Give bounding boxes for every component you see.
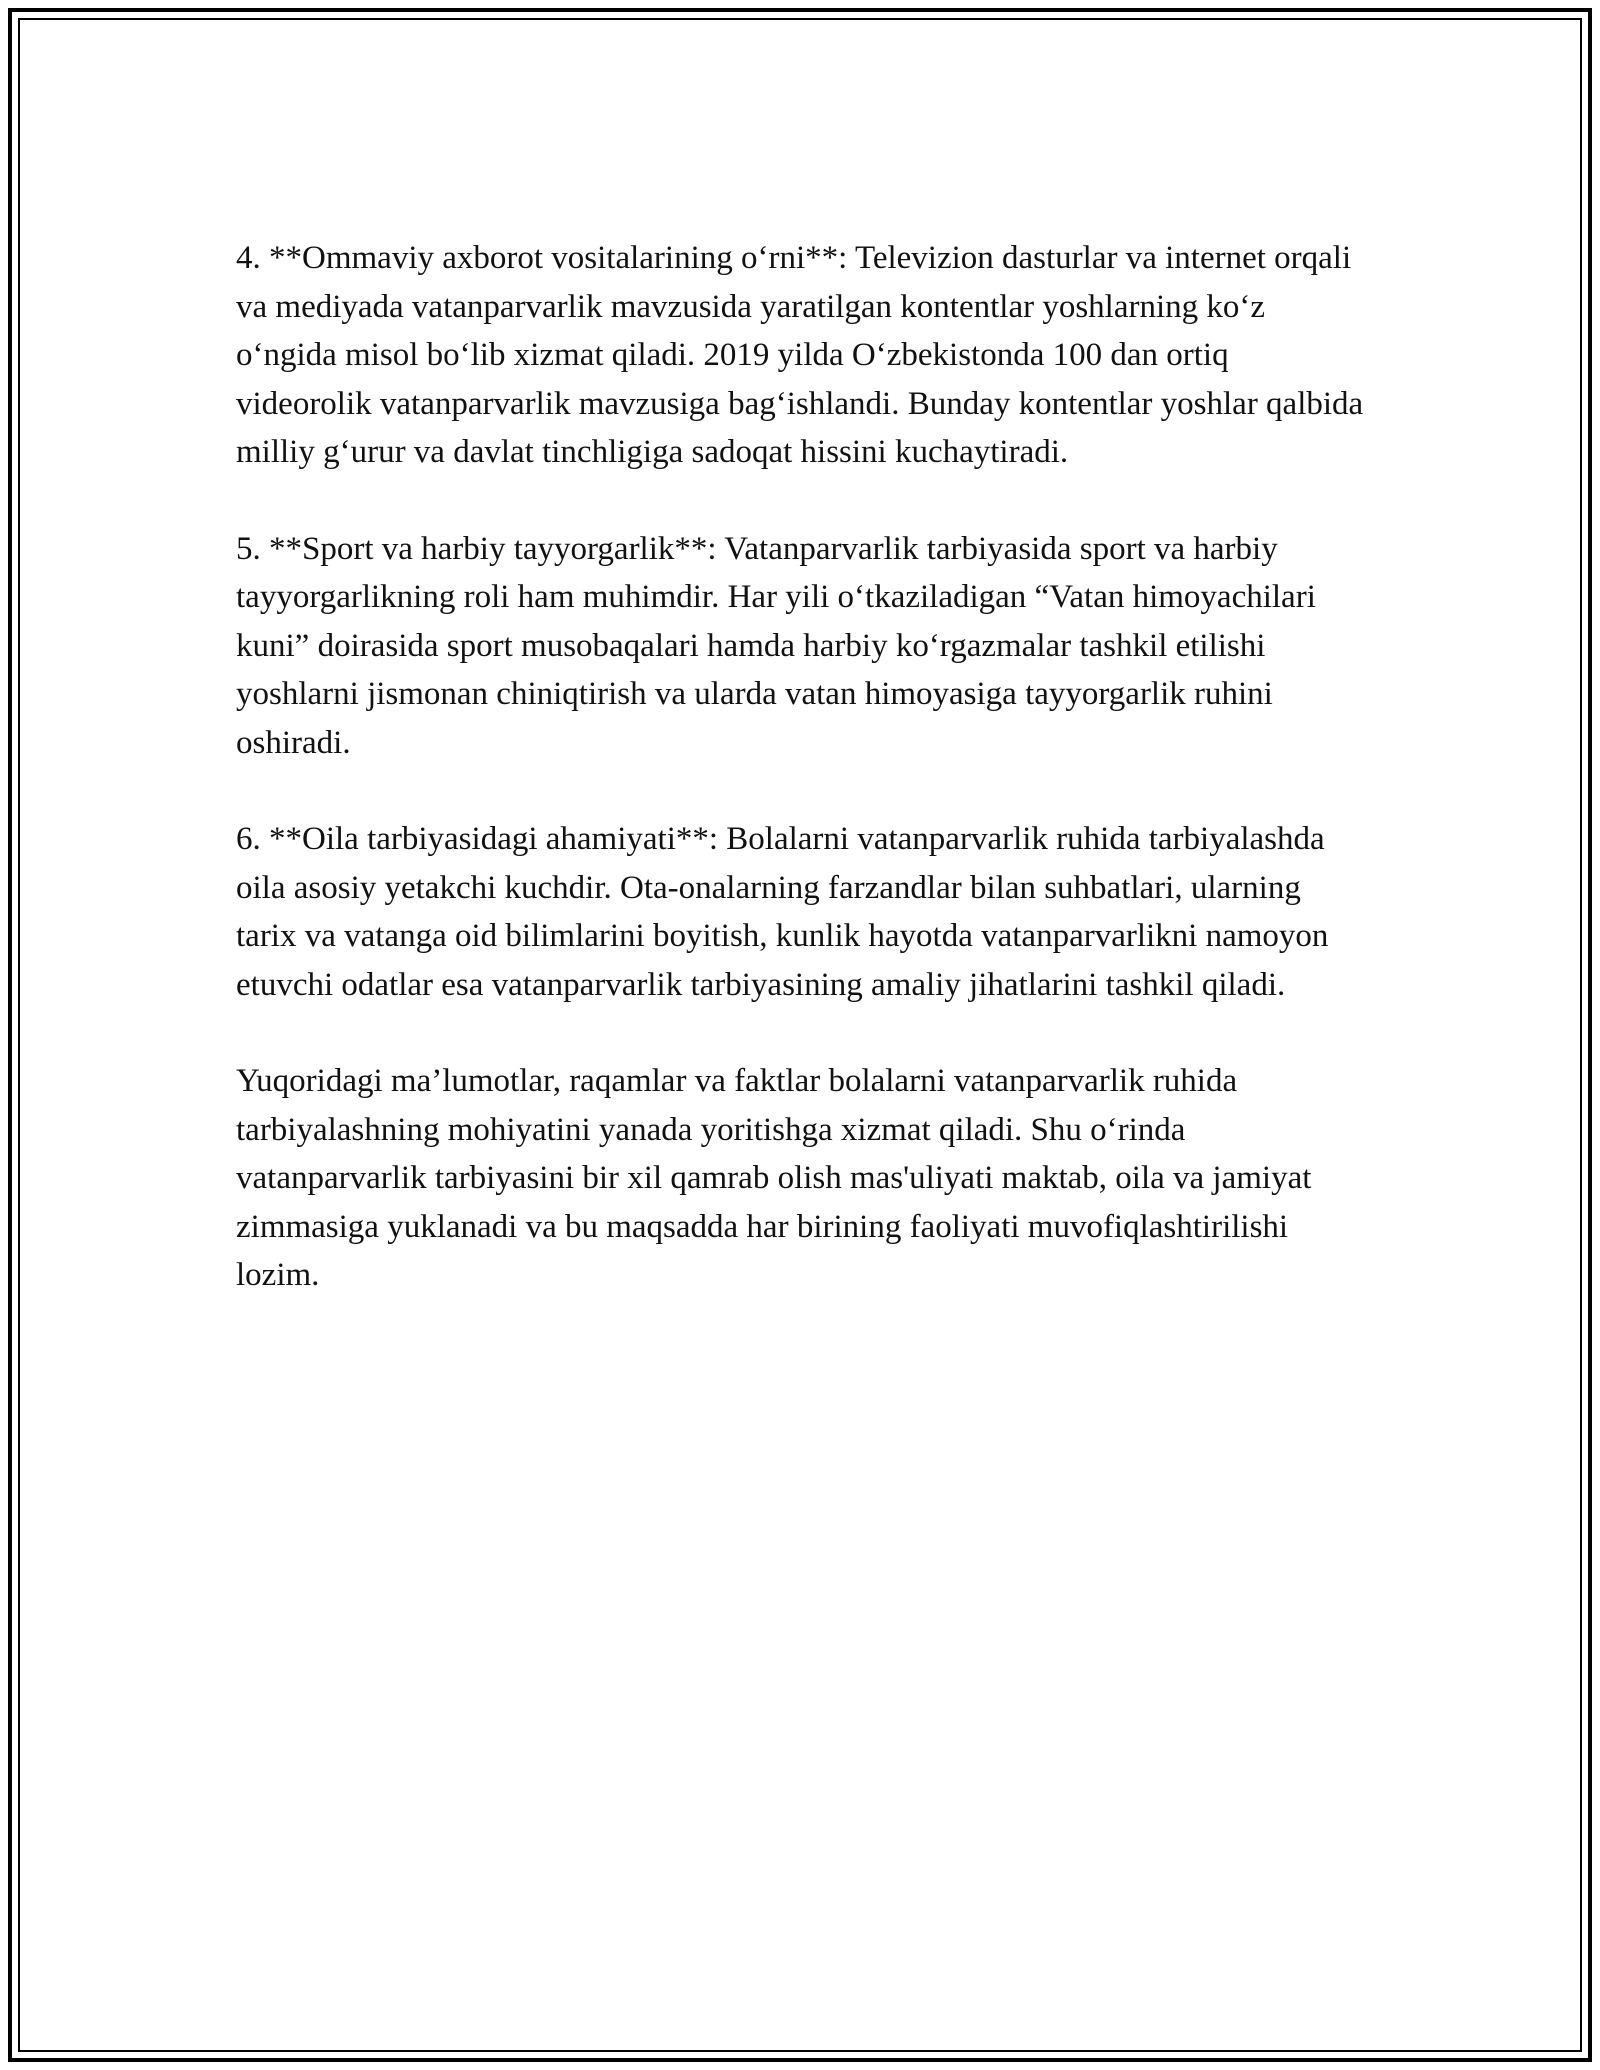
paragraph-sport-military: 5. **Sport va harbiy tayyorgarlik**: Vatanparvarlik tarbiyasida sport va harbiy tayyorgarlikning roli ham muhimdir. Har yili oʻtkaziladigan “Vatan himoyachilari kuni” doirasida sport musobaqalari hamda harbiy koʻrgazmalar tashkil etilishi yoshlarni jismonan chiniqtirish va ularda vatan himoyasiga tayyorgarlik ruhini oshiradi. bbox=[236, 530, 1316, 761]
paragraph-mass-media: 4. **Ommaviy axborot vositalarining oʻrni**: Televizion dasturlar va internet orqali va mediyada vatanparvarlik mavzusida yaratilgan kontentlar yoshlarning koʻz oʻngida misol boʻlib xizmat qiladi. 2019 yilda Oʻzbekistonda 100 dan ortiq videorolik vatanparvarlik mavzusiga bagʻishlandi. Bunday kontentlar yoshlar qalbida milliy gʻurur va davlat tinchligiga sadoqat hissini kuchaytiradi. bbox=[236, 240, 1364, 470]
paragraph-family-upbringing: 6. **Oila tarbiyasidagi ahamiyati**: Bolalarni vatanparvarlik ruhida tarbiyalashda oila asosiy yetakchi kuchdir. Ota-onalarning farzandlar bilan suhbatlari, ularning tarix va vatanga oid bilimlarini boyitish, kunlik hayotda vatanparvarlikni namoyon etuvchi odatlar esa vatanparvarlik tarbiyasining amaliy jihatlarini tashkil qiladi. bbox=[236, 821, 1329, 1003]
paragraph-conclusion: Yuqoridagi ma’lumotlar, raqamlar va faktlar bolalarni vatanparvarlik ruhida tarbiyalashning mohiyatini yanada yoritishga xizmat qiladi. Shu oʻrinda vatanparvarlik tarbiyasini bir xil qamrab olish mas'uliyati maktab, oila va jamiyat zimmasiga yuklanadi va bu maqsadda har birining faoliyati muvofiqlashtirilishi lozim. bbox=[236, 1063, 1312, 1293]
document-body bbox=[236, 234, 1366, 1348]
